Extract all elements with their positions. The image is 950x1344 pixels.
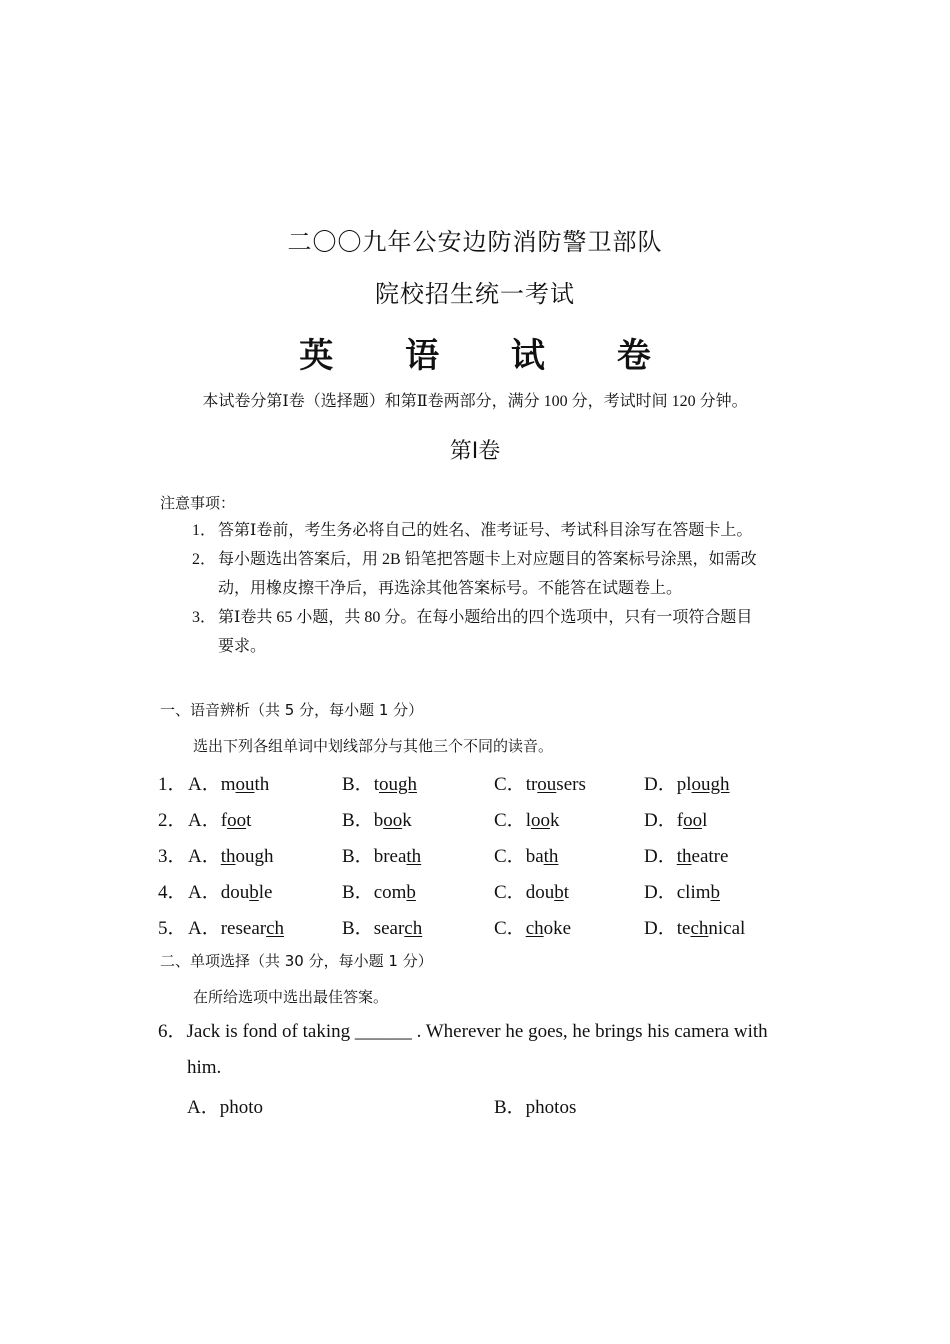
word-part: f <box>220 810 228 831</box>
underlined-letters: ch <box>266 918 285 939</box>
option-a <box>188 769 269 796</box>
word-part: brea <box>373 846 407 867</box>
option-label: A． <box>188 810 221 831</box>
word-part: ba <box>525 846 544 867</box>
option-a <box>188 913 284 940</box>
underlined-letters: ough <box>691 774 730 795</box>
underlined-letters: ch <box>525 918 544 939</box>
underlined-letters: b <box>710 882 721 903</box>
underlined-letters: b <box>249 882 259 903</box>
option-label: A． <box>188 774 221 795</box>
note-text: 每小题选出答案后，用 2B 铅笔把答题卡上对应题目的答案标号涂黑，如需改 <box>218 551 757 568</box>
note-number: 3． <box>192 609 217 626</box>
note-item <box>192 516 792 545</box>
option-d <box>644 841 728 868</box>
question-number: 4． <box>158 882 187 903</box>
option-label: D． <box>644 774 677 795</box>
section2-heading: 二、单项选择（共 30 分，每小题 1 分） <box>160 952 433 970</box>
exam-title-line2: 院校招生统一考试 <box>375 280 575 308</box>
word-part: te <box>676 918 691 939</box>
option-b <box>342 805 412 832</box>
option-b <box>342 841 421 868</box>
note-text-continued: 要求。 <box>218 638 267 655</box>
option-c <box>494 805 559 832</box>
option-label: A． <box>188 846 221 867</box>
question-number: 3． <box>158 846 187 867</box>
word-part: nical <box>708 918 746 939</box>
question-6 <box>158 1014 798 1086</box>
word-part: l <box>525 810 531 831</box>
q6-option-b: B．photos <box>494 1097 577 1118</box>
word-part: k <box>549 810 560 831</box>
option-label: D． <box>644 918 677 939</box>
underlined-letters: ou <box>235 774 255 795</box>
notes-heading: 注意事项： <box>160 494 236 512</box>
question-number: 5． <box>158 918 187 939</box>
underlined-letters: oo <box>227 810 247 831</box>
option-c <box>494 841 558 868</box>
underlined-letters: b <box>554 882 564 903</box>
option-label: B． <box>342 882 374 903</box>
word-part: com <box>373 882 407 903</box>
option-label: C． <box>494 846 526 867</box>
option-d <box>644 913 745 940</box>
word-part: dou <box>220 882 250 903</box>
word-part: ough <box>235 846 274 867</box>
note-item <box>192 545 792 603</box>
underlined-letters: th <box>676 846 692 867</box>
question-stem: Jack is fond of taking ______ . Wherever he goes, he brings his camera with <box>186 1021 768 1042</box>
phonetics-question-row <box>158 769 798 795</box>
word-part: t <box>563 882 569 903</box>
note-text: 答第Ⅰ卷前，考生务必将自己的姓名、准考证号、考试科目涂写在答题卡上。 <box>218 522 753 539</box>
option-c <box>494 877 569 904</box>
option-label: B． <box>342 918 374 939</box>
question-number: 1． <box>158 774 187 795</box>
phonetics-question-row <box>158 913 798 939</box>
word-part: sear <box>373 918 405 939</box>
underlined-letters: ch <box>690 918 709 939</box>
option-b <box>342 877 416 904</box>
word-part: t <box>373 774 379 795</box>
underlined-letters: ough <box>378 774 417 795</box>
option-label: C． <box>494 918 526 939</box>
word-part: l <box>702 810 708 831</box>
option-c <box>494 913 571 940</box>
option-label: D． <box>644 810 677 831</box>
word-part: th <box>254 774 270 795</box>
question-stem-continued: him. <box>187 1057 222 1078</box>
option-label: D． <box>644 882 677 903</box>
exam-subject-title: 英 语 试 卷 <box>299 336 681 376</box>
word-part: dou <box>525 882 555 903</box>
word-part: oke <box>543 918 572 939</box>
note-text-continued: 动，用橡皮擦干净后，再选涂其他答案标号。不能答在试题卷上。 <box>218 580 683 597</box>
option-a <box>188 877 272 904</box>
word-part: t <box>246 810 252 831</box>
option-d <box>644 877 720 904</box>
option-a <box>188 841 274 868</box>
word-part: clim <box>676 882 711 903</box>
word-part: eatre <box>691 846 729 867</box>
section1-heading: 一、语音辨析（共 5 分，每小题 1 分） <box>160 701 424 719</box>
note-text: 第Ⅰ卷共 65 小题，共 80 分。在每小题给出的四个选项中，只有一项符合题目 <box>218 609 753 626</box>
q6-option-a: A．photo <box>187 1097 264 1118</box>
volume-heading: 第Ⅰ卷 <box>449 439 501 464</box>
note-number: 2． <box>192 551 217 568</box>
option-label: C． <box>494 882 526 903</box>
section2-instruction: 在所给选项中选出最佳答案。 <box>193 988 389 1006</box>
word-part: pl <box>676 774 692 795</box>
option-d <box>644 805 707 832</box>
underlined-letters: th <box>406 846 422 867</box>
option-a <box>188 805 251 832</box>
word-part: b <box>373 810 384 831</box>
option-label: A． <box>188 882 221 903</box>
option-label: B． <box>342 774 374 795</box>
underlined-letters: oo <box>530 810 550 831</box>
option-label: C． <box>494 774 526 795</box>
exam-intro: 本试卷分第Ⅰ卷（选择题）和第Ⅱ卷两部分，满分 100 分，考试时间 120 分钟。 <box>202 393 748 410</box>
option-label: B． <box>342 810 374 831</box>
exam-title-line1: 二〇〇九年公安边防消防警卫部队 <box>287 228 663 256</box>
section1-instruction: 选出下列各组单词中划线部分与其他三个不同的读音。 <box>193 737 554 755</box>
underlined-letters: oo <box>383 810 403 831</box>
word-part: m <box>220 774 236 795</box>
word-part: sers <box>556 774 586 795</box>
option-label: C． <box>494 810 526 831</box>
option-label: D． <box>644 846 677 867</box>
note-item <box>192 603 792 661</box>
word-part: tr <box>525 774 538 795</box>
option-label: A． <box>188 918 221 939</box>
question-number: 6． <box>158 1021 187 1042</box>
underlined-letters: ch <box>404 918 423 939</box>
note-number: 1． <box>192 522 217 539</box>
option-b <box>342 913 422 940</box>
phonetics-question-row <box>158 877 798 903</box>
question-number: 2． <box>158 810 187 831</box>
word-part: k <box>402 810 412 831</box>
option-d <box>644 769 730 796</box>
option-label: B． <box>342 846 374 867</box>
word-part: le <box>258 882 273 903</box>
phonetics-question-row <box>158 805 798 831</box>
underlined-letters: th <box>543 846 559 867</box>
underlined-letters: oo <box>683 810 703 831</box>
option-b <box>342 769 417 796</box>
word-part: f <box>676 810 684 831</box>
phonetics-question-row <box>158 841 798 867</box>
underlined-letters: b <box>406 882 416 903</box>
underlined-letters: th <box>220 846 236 867</box>
option-c <box>494 769 586 796</box>
word-part: resear <box>220 918 267 939</box>
underlined-letters: ou <box>537 774 557 795</box>
